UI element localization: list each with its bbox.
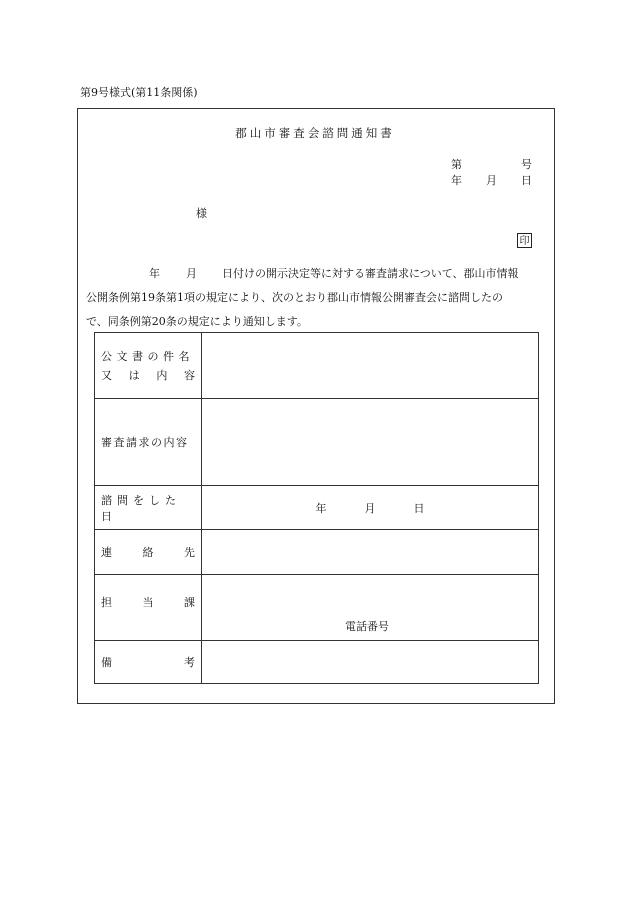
document-name-field[interactable] bbox=[202, 333, 539, 399]
body-line1-year: 年 bbox=[149, 267, 160, 280]
phone-label: 電話番号 bbox=[345, 620, 389, 633]
inquiry-date-month: 月 bbox=[364, 501, 376, 515]
table-row bbox=[95, 575, 539, 641]
seal-mark: 印 bbox=[517, 233, 532, 248]
body-line1-month: 月 bbox=[186, 267, 197, 280]
inquiry-date-day: 日 bbox=[413, 501, 425, 515]
label-char: 担 bbox=[101, 596, 112, 609]
date-year: 年 bbox=[451, 174, 462, 187]
label-char: 連 bbox=[101, 546, 112, 559]
label-inquiry-date bbox=[95, 486, 202, 530]
label-char: 備 bbox=[101, 656, 112, 669]
label-line bbox=[101, 367, 195, 383]
label-char: 課 bbox=[184, 596, 195, 609]
date-month: 月 bbox=[486, 174, 497, 187]
table-row bbox=[95, 641, 539, 684]
label-contact bbox=[95, 530, 202, 575]
label-char: 内 bbox=[156, 369, 168, 382]
table-row bbox=[95, 399, 539, 486]
table-row bbox=[95, 486, 539, 530]
information-table bbox=[94, 332, 539, 684]
body-line2: 公開条例第19条第1項の規定により、次のとおり郡山市情報公開審査会に諮問したの bbox=[86, 291, 503, 304]
label-department bbox=[95, 575, 202, 641]
remarks-field[interactable] bbox=[202, 641, 539, 684]
label-char: 当 bbox=[142, 596, 154, 609]
inquiry-date-year: 年 bbox=[315, 501, 327, 515]
label-text: 審査請求の内容 bbox=[101, 436, 189, 449]
inquiry-date-values bbox=[202, 500, 538, 516]
number-dai: 第 bbox=[451, 158, 462, 171]
table-row bbox=[95, 530, 539, 575]
label-char: 絡 bbox=[142, 546, 154, 559]
contact-field[interactable] bbox=[202, 530, 539, 575]
label-document-title: 公文書の件名 bbox=[101, 350, 194, 363]
request-content-field[interactable] bbox=[202, 399, 539, 486]
number-go: 号 bbox=[521, 158, 532, 171]
label-line bbox=[101, 348, 195, 364]
label-text: 諮問をした日 bbox=[101, 493, 181, 523]
label-line bbox=[101, 654, 195, 670]
label-char: 容 bbox=[183, 369, 195, 382]
addressee-suffix: 様 bbox=[196, 207, 207, 220]
label-char: 又 bbox=[101, 369, 112, 382]
document-title: 郡山市審査会諮問通知書 bbox=[235, 126, 395, 140]
body-line3: で、同条例第20条の規定により通知します。 bbox=[86, 315, 308, 328]
label-line bbox=[101, 594, 195, 610]
table-row bbox=[95, 333, 539, 399]
label-char: 考 bbox=[184, 656, 195, 669]
body-line1-text: 日付けの開示決定等に対する審査請求について、郡山市情報 bbox=[222, 267, 519, 280]
label-remarks bbox=[95, 641, 202, 684]
form-number: 第9号様式(第11条関係) bbox=[80, 86, 198, 99]
department-field[interactable] bbox=[202, 575, 539, 641]
label-document-name bbox=[95, 333, 202, 399]
label-line bbox=[101, 544, 195, 560]
label-request-content bbox=[95, 399, 202, 486]
inquiry-date-field[interactable] bbox=[202, 486, 539, 530]
label-char: 先 bbox=[184, 546, 195, 559]
date-day: 日 bbox=[521, 174, 532, 187]
label-char: は bbox=[128, 369, 140, 382]
